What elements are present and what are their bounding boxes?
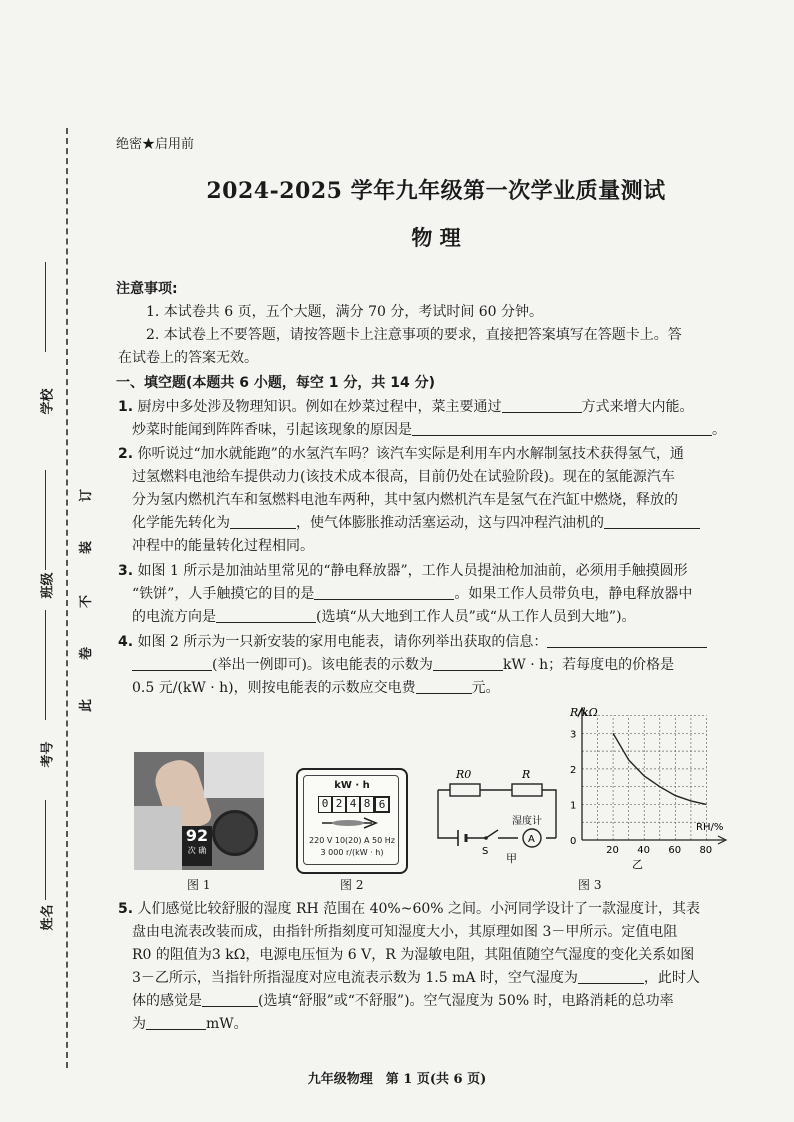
question-text: “铁饼”，人手触摸它的目的是 [132,586,315,602]
figure-2-caption: 图 2 [340,878,364,892]
label-yi: 乙 [632,858,643,871]
answer-blank [416,679,472,694]
binding-char: 装 [79,540,95,555]
question-text: (选填“从大地到工作人员”或“从工作人员到大地”)。 [316,609,636,625]
x-axis-label: RH/% [696,822,724,833]
label-switch: S [482,846,489,857]
question-1 [118,396,754,418]
question-text: mW。 [206,1016,248,1032]
binding-char: 订 [79,488,95,503]
resistor-r [512,784,542,796]
label-jia: 甲 [506,852,517,865]
question-4-line-2 [118,654,768,676]
answer-blank [216,608,316,623]
question-5-line-2: 盘由电流表改装而成，由指针所指刻度可知湿度大小，其原理如图 3－甲所示。定值电阻 [132,924,678,940]
question-2 [118,443,754,465]
question-5-line-6 [118,1013,768,1035]
exam-no-write-line [45,610,46,720]
chart-x-tick-label: 40 [637,845,650,856]
figure-3-caption: 图 3 [578,878,602,892]
chart-ticks [570,729,712,856]
question-5 [118,898,754,920]
label-meter: 湿度计 [512,816,542,827]
answer-blank [578,969,644,984]
fuel-number: 92 [185,826,209,845]
meter-digit: 8 [360,796,374,813]
meter-unit: kW · h [334,780,370,791]
binding-char: 卷 [79,646,95,661]
binding-dashed-line [66,128,68,1068]
answer-blank [230,514,296,529]
meter-digit-decimal: 6 [374,796,390,813]
question-text: (选填“舒服”或“不舒服”)。空气湿度为 50% 时，电路消耗的总功率 [258,993,674,1009]
answer-blank [314,585,454,600]
section-title: 一、填空题(本题共 6 小题，每空 1 分，共 14 分) [116,375,436,391]
school-write-line [45,262,46,352]
question-2-line-5: 冲程中的能量转化过程相同。 [132,538,314,554]
meter-digit: 0 [318,796,332,813]
figure-3-circuit [428,762,568,866]
question-3-line-2 [118,583,768,605]
chart-y-tick-label: 2 [570,764,577,776]
answer-blank [502,398,582,413]
notice-item-2: 2. 本试卷上不要答题，请按答题卡上注意事项的要求，直接把答案填写在答题卡上。答 [146,327,682,343]
figure-1-photo [134,752,264,870]
question-2-line-3: 分为氢内燃机汽车和氢燃料电池车两种，其中氢内燃机汽车是氢气在汽缸中燃烧，释放的 [132,492,678,508]
question-text: 炒菜时能闻到阵阵香味，引起该现象的原因是 [132,422,412,438]
question-5-line-4 [118,967,768,989]
origin-label: 0 [570,836,577,847]
sleeve-shape [134,806,182,870]
resistor-r0 [450,784,480,796]
question-text: ，使气体膨胀推动活塞运动，这与四冲程汽油机的 [296,515,604,531]
question-text: 人们感觉比较舒服的湿度 RH 范围在 40%~60% 之间。小河同学设计了一款湿度计，其表 [137,901,701,917]
ammeter-label: A [528,834,535,845]
page-footer: 九年级物理 第 1 页(共 6 页) [307,1072,487,1087]
question-1-line-2 [118,419,768,441]
question-text: 3－乙所示，当指针所指湿度对应电流表示数为 1.5 mA 时，空气湿度为 [132,970,578,986]
school-label: 学校 [40,388,56,415]
question-number: 4. [118,634,134,650]
question-3-line-3 [118,606,768,628]
binding-char: 此 [79,698,95,713]
question-number: 3. [118,563,134,579]
class-write-line [45,470,46,570]
question-text: 你听说过“加水就能跑”的水氢汽车吗？该汽车实际是利用车内水解制氢技术获得氢气，通 [137,446,684,462]
question-4-line-3 [118,677,768,699]
meter-rate: 3 000 r/(kW · h) [320,848,384,857]
question-5-line-3: R0 的阻值为3 kΩ，电源电压恒为 6 V，R 为湿敏电阻，其阻值随空气湿度的变化关系如图 [132,947,695,963]
figure-2-meter [296,768,408,874]
discharger-ball [212,810,258,856]
answer-blank [412,421,712,436]
question-text: 0.5 元/(kW · h)，则按电能表的示数应交电费 [132,680,416,696]
chart-x-tick-label: 80 [699,845,713,856]
meter-digit: 4 [346,796,360,813]
meter-digit: 2 [332,796,346,813]
question-text: kW · h；若每度电的价格是 [502,657,675,673]
question-text: 厨房中多处涉及物理知识。例如在炒菜过程中，菜主要通过 [137,399,502,415]
question-number: 2. [118,446,134,462]
question-number: 1. [118,399,134,415]
label-r0: R0 [456,768,472,781]
question-text: 。 [712,422,726,438]
answer-blank [547,633,707,648]
answer-blank [146,1015,206,1030]
y-axis-label: R/kΩ [570,706,598,719]
question-text: 的电流方向是 [132,609,216,625]
question-text: 为 [132,1016,146,1032]
meter-disc-arrow [320,816,384,830]
question-2-line-2: 过氢燃料电池给车提供动力(该技术成本很高，目前仍处在试验阶段)。现在的氢能源汽车 [132,469,675,485]
answer-blank [433,656,503,671]
chart-y-tick-label: 3 [570,729,577,741]
question-text: 如图 2 所示为一只新安装的家用电能表，请你列举出获取的信息： [137,634,548,650]
chart-x-tick-label: 60 [668,845,682,856]
question-4 [118,631,754,653]
sign-post [204,752,264,798]
question-2-line-4 [118,512,768,534]
chart-y-tick-label: 1 [570,800,577,812]
answer-blank [202,992,258,1007]
exam-title: 2024-2025 学年九年级第一次学业质量测试 [206,178,666,204]
question-5-line-5 [118,990,768,1012]
question-number: 5. [118,901,134,917]
question-text: ，此时人 [643,970,700,986]
label-r: R [522,768,531,781]
fuel-number-sign [182,826,212,866]
name-write-line [45,800,46,900]
figure-1-caption: 图 1 [187,878,211,892]
answer-blank [604,514,700,529]
name-label: 姓名 [40,904,56,931]
answer-blank [132,656,212,671]
meter-digits [318,796,390,813]
question-text: 体的感觉是 [132,993,202,1009]
meter-spec: 220 V 10(20) A 50 Hz [309,836,395,845]
switch-lever [486,830,498,838]
chart-x-tick-label: 20 [606,845,619,856]
question-text: 如图 1 所示是加油站里常见的“静电释放器”，工作人员提油枪加油前，必须用手触摸圆形 [137,563,688,579]
question-text: 方式来增大内能。 [581,399,694,415]
question-text: 。如果工作人员带负电，静电释放器中 [454,586,693,602]
meter-disc [332,820,364,826]
notice-item-1: 1. 本试卷共 6 页，五个大题，满分 70 分，考试时间 60 分钟。 [146,304,544,320]
question-3 [118,560,754,582]
question-text: 化学能先转化为 [132,515,230,531]
secret-label: 绝密★启用前 [116,137,195,152]
question-text: 元。 [471,680,500,696]
notice-title: 注意事项: [116,281,178,297]
subject-title: 物 理 [411,225,461,250]
question-text: (举出一例即可)。该电能表的示数为 [212,657,433,673]
chart-grid [582,716,706,840]
exam-no-label: 考号 [40,741,56,768]
figure-3-chart [566,704,744,872]
binding-char: 不 [79,594,95,609]
class-label: 班级 [40,572,56,599]
notice-item-2-cont: 在试卷上的答案无效。 [118,350,258,366]
fuel-sign-text: 次 确 [187,846,207,855]
